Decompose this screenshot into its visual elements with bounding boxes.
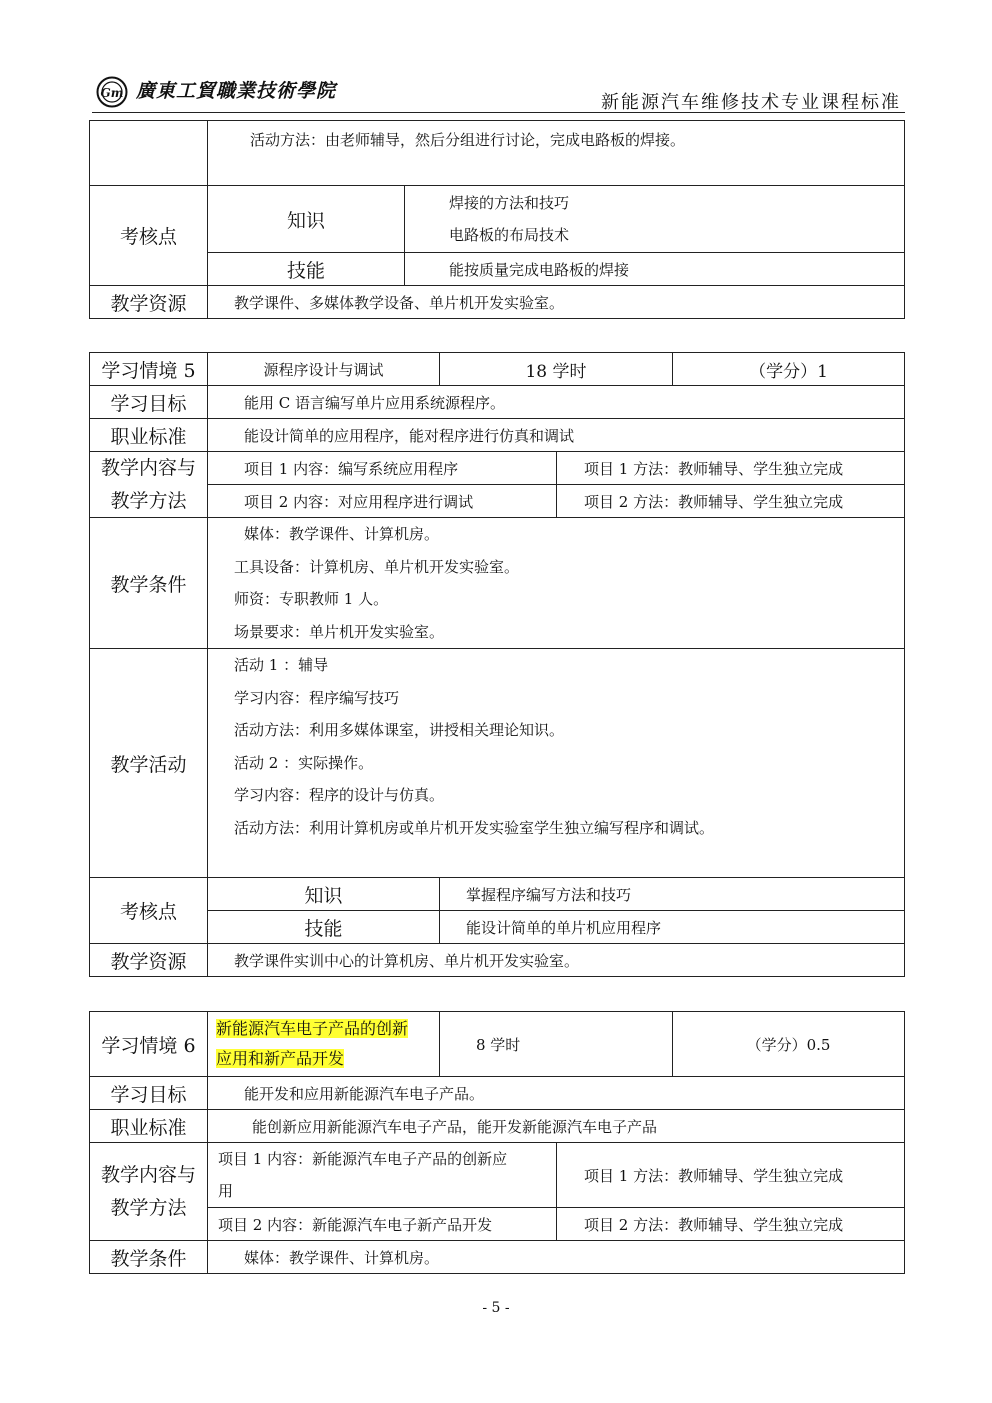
- condition-line: 媒体：教学课件、计算机房。: [244, 525, 440, 543]
- condition-line: 场景要求：单片机开发实验室。: [234, 622, 445, 641]
- context-label: 学习情境 6: [90, 1012, 208, 1077]
- item1-method: 项目 1 方法：教师辅导、学生独立完成: [557, 452, 905, 485]
- skill-value: 能设计简单的单片机应用程序: [440, 911, 905, 944]
- resources-label: 教学资源: [90, 286, 208, 319]
- school-name: 廣東工貿職業技術學院: [136, 80, 337, 102]
- resources-label: 教学资源: [90, 944, 208, 977]
- page-number: - 5 -: [482, 1300, 510, 1316]
- activity-line: 活动方法：利用计算机房或单片机开发实验室学生独立编写程序和调试。: [234, 818, 715, 837]
- document-title: 新能源汽车维修技术专业课程标准: [601, 92, 901, 113]
- item2-method: 项目 2 方法：教师辅导、学生独立完成: [557, 485, 905, 518]
- school-logo-icon: [96, 76, 128, 108]
- content-label-line: 教学内容与: [100, 1164, 196, 1186]
- knowledge-value: 掌握程序编写方法和技巧: [440, 878, 905, 911]
- item2-content: 项目 2 内容：对应用程序进行调试: [208, 485, 557, 518]
- goal-label: 学习目标: [90, 386, 208, 419]
- table-context-4-continued: [89, 120, 905, 319]
- standard-value: 能创新应用新能源汽车电子产品，能开发新能源汽车电子产品: [208, 1110, 905, 1143]
- skill-label: 技能: [208, 911, 440, 944]
- conditions-label: 教学条件: [90, 1241, 208, 1274]
- skill-value: 能按质量完成电路板的焊接: [405, 253, 905, 286]
- assessment-label: 考核点: [90, 186, 208, 286]
- credit: （学分）1: [673, 353, 905, 386]
- page-header: [92, 68, 905, 113]
- resources-value: 教学课件实训中心的计算机房、单片机开发实验室。: [208, 944, 905, 977]
- knowledge-items: [405, 186, 905, 253]
- knowledge-item: 焊接的方法和技巧: [449, 193, 570, 212]
- knowledge-item: 电路板的布局技术: [449, 226, 570, 244]
- goal-label: 学习目标: [90, 1077, 208, 1110]
- goal-value: 能用 C 语言编写单片应用系统源程序。: [208, 386, 905, 419]
- knowledge-label: 知识: [208, 186, 405, 253]
- content-method-label: [90, 1143, 208, 1241]
- item2-content: 项目 2 内容：新能源汽车电子新产品开发: [208, 1208, 557, 1241]
- activity-line: 活动方法：利用多媒体课室，讲授相关理论知识。: [234, 721, 565, 739]
- goal-value: 能开发和应用新能源汽车电子产品。: [208, 1077, 905, 1110]
- assessment-label: 考核点: [90, 878, 208, 944]
- svg-text:Gm: Gm: [100, 86, 124, 100]
- standard-value: 能设计简单的应用程序，能对程序进行仿真和调试: [208, 419, 905, 452]
- hours: 18 学时: [440, 353, 673, 386]
- table-context-5: [89, 352, 905, 977]
- item1-content-line: 项目 1 内容：新能源汽车电子产品的创新应: [218, 1150, 508, 1168]
- item2-method: 项目 2 方法：教师辅导、学生独立完成: [557, 1208, 905, 1241]
- condition-line: 工具设备：计算机房、单片机开发实验室。: [234, 557, 520, 576]
- standard-label: 职业标准: [90, 419, 208, 452]
- item1-content: [208, 1143, 557, 1208]
- method-label-line: 教学方法: [110, 1196, 187, 1219]
- conditions-label: 教学条件: [90, 518, 208, 649]
- activity-line: 学习内容：程序的设计与仿真。: [234, 786, 445, 804]
- method-label-line: 教学方法: [110, 489, 187, 512]
- hours: 8 学时: [440, 1012, 673, 1077]
- context-title: 源程序设计与调试: [208, 353, 440, 386]
- context-title: [208, 1012, 440, 1077]
- activity-method: 活动方法：由老师辅导，然后分组进行讨论，完成电路板的焊接。: [208, 121, 905, 186]
- conditions-value: 媒体：教学课件、计算机房。: [208, 1241, 905, 1274]
- context-label: 学习情境 5: [90, 353, 208, 386]
- item1-method: 项目 1 方法：教师辅导、学生独立完成: [557, 1143, 905, 1208]
- empty-label-cell: [90, 121, 208, 186]
- activity-line: 学习内容：程序编写技巧: [234, 688, 400, 707]
- credit: （学分）0.5: [673, 1012, 905, 1077]
- condition-line: 师资：专职教师 1 人。: [234, 590, 389, 608]
- knowledge-label: 知识: [208, 878, 440, 911]
- context-title-line: 应用和新产品开发: [216, 1049, 345, 1068]
- resources-value: 教学课件、多媒体教学设备、单片机开发实验室。: [208, 286, 905, 319]
- activity-line: 活动 2 ：实际操作。: [234, 753, 374, 772]
- standard-label: 职业标准: [90, 1110, 208, 1143]
- content-label-line: 教学内容与: [100, 457, 196, 479]
- activities-list: [208, 649, 905, 878]
- activity-line: 活动 1 ：辅导: [234, 656, 329, 674]
- conditions-list: [208, 518, 905, 649]
- item1-content-line: 用: [218, 1182, 234, 1200]
- context-title-line: 新能源汽车电子产品的创新: [216, 1019, 409, 1038]
- table-context-6: [89, 1011, 905, 1274]
- activities-label: 教学活动: [90, 649, 208, 878]
- skill-label: 技能: [208, 253, 405, 286]
- content-method-label: [90, 452, 208, 518]
- item1-content: 项目 1 内容：编写系统应用程序: [208, 452, 557, 485]
